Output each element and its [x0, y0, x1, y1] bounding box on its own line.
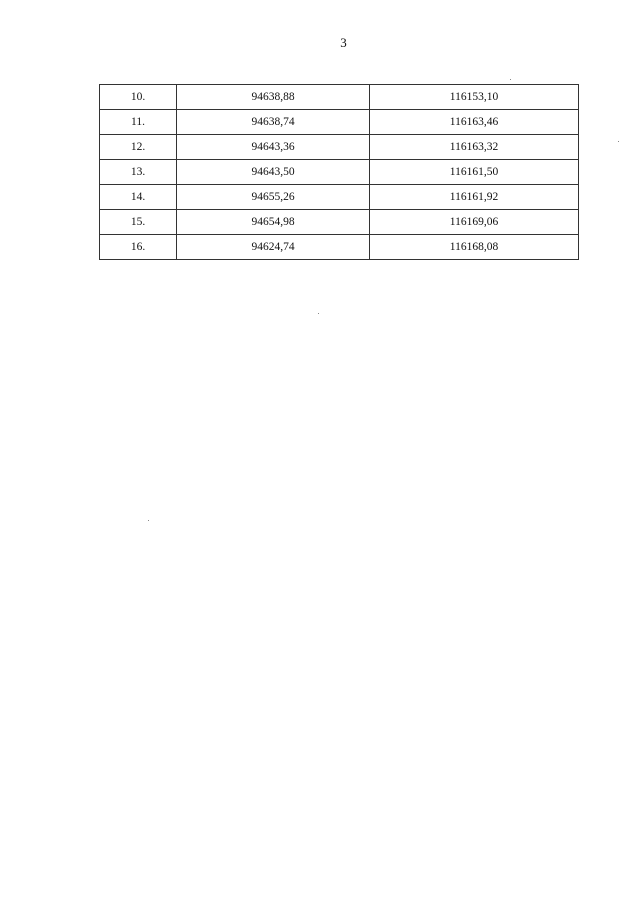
- x-coordinate-cell: 94643,50: [177, 160, 370, 185]
- point-number-cell: 13.: [100, 160, 177, 185]
- coordinates-table: [99, 84, 579, 260]
- table-row: [100, 210, 579, 235]
- x-coordinate-cell: 94638,88: [177, 85, 370, 110]
- scan-speck: [618, 141, 619, 142]
- point-number-cell: 14.: [100, 185, 177, 210]
- y-coordinate-cell: 116161,50: [370, 160, 579, 185]
- table-row: [100, 85, 579, 110]
- point-number-cell: 16.: [100, 235, 177, 260]
- y-coordinate-cell: 116169,06: [370, 210, 579, 235]
- table-row: [100, 185, 579, 210]
- y-coordinate-cell: 116163,46: [370, 110, 579, 135]
- table-row: [100, 110, 579, 135]
- y-coordinate-cell: 116163,32: [370, 135, 579, 160]
- x-coordinate-cell: 94655,26: [177, 185, 370, 210]
- x-coordinate-cell: 94624,74: [177, 235, 370, 260]
- y-coordinate-cell: 116168,08: [370, 235, 579, 260]
- page-number: 3: [340, 35, 347, 50]
- point-number-cell: 12.: [100, 135, 177, 160]
- scan-speck: [148, 520, 149, 521]
- x-coordinate-cell: 94638,74: [177, 110, 370, 135]
- x-coordinate-cell: 94643,36: [177, 135, 370, 160]
- y-coordinate-cell: 116161,92: [370, 185, 579, 210]
- scan-speck: [318, 313, 319, 314]
- x-coordinate-cell: 94654,98: [177, 210, 370, 235]
- y-coordinate-cell: 116153,10: [370, 85, 579, 110]
- point-number-cell: 11.: [100, 110, 177, 135]
- table-row: [100, 135, 579, 160]
- point-number-cell: 15.: [100, 210, 177, 235]
- scan-speck: [510, 79, 511, 80]
- point-number-cell: 10.: [100, 85, 177, 110]
- table-row: [100, 160, 579, 185]
- table-row: [100, 235, 579, 260]
